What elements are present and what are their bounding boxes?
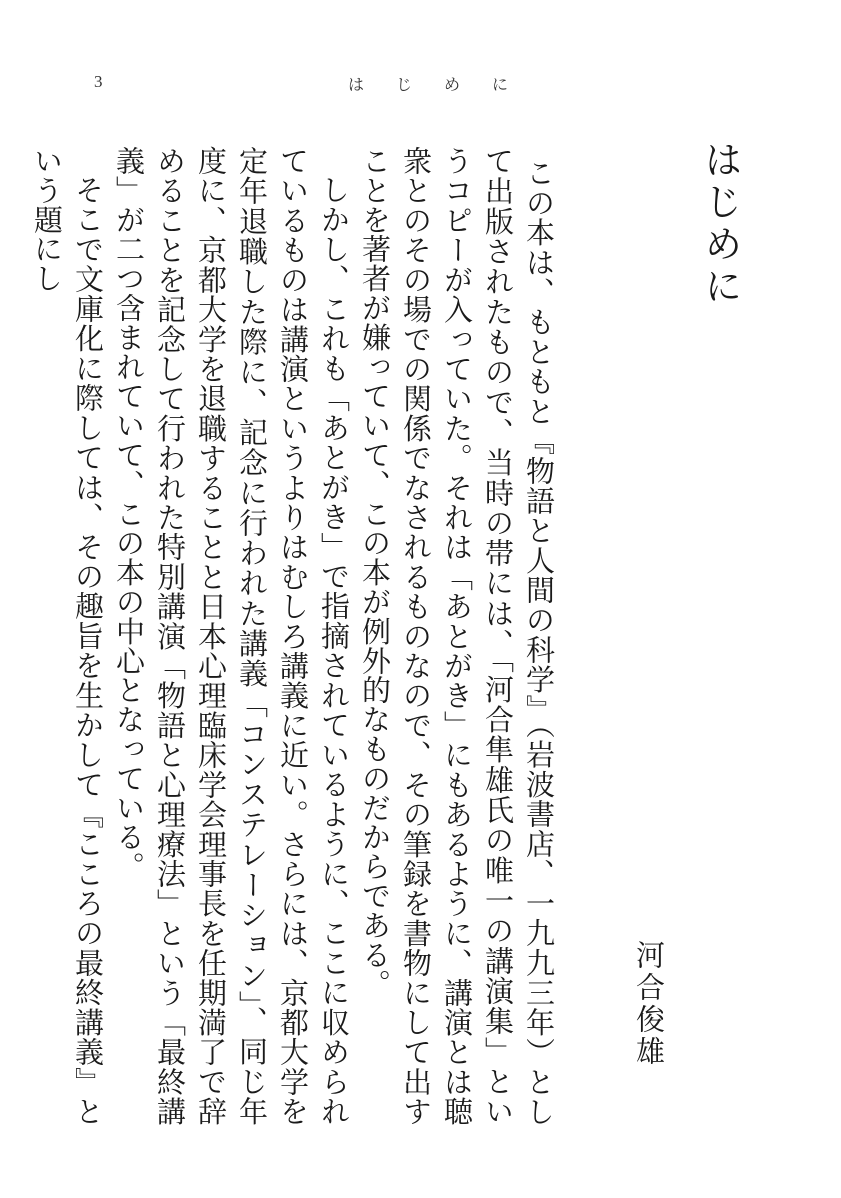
chapter-title: はじめに (698, 140, 742, 308)
running-head-char: は (348, 75, 365, 94)
running-head-char: に (491, 75, 508, 94)
body-text (26, 146, 559, 1126)
running-head-char: め (443, 75, 460, 94)
paragraph: そこで文庫化に際しては、その趣旨を生かして『こころの最終講義』という題にし (30, 146, 105, 1126)
paragraph: しかし、これも「あとがき」で指摘されているように、ここに収められているものは講演というよりはむしろ講義に近い。さらには、京都大学を定年退職した際に、記念に行われた講義「コンステレーション」、同じ年度に、京都大学を退職することと日本心理臨床学会理事長を任期満了で辞めることを記念して行われた特別講演「物語と心理療法」という「最終講義」が二つ含まれていて、この本の中心となっている。 (112, 146, 351, 1126)
paragraph: この本は、もともと『物語と人間の科学』（岩波書店、一九九三年）として出版されたもので、当時の帯には、「河合隼雄氏の唯一の講演集」というコピーが入っていた。それは「あとがき」にもあるように、講演とは聴衆とのその場での関係でなされるものなので、その筆録を書物にして出すことを著者が嫌っていて、この本が例外的なものだからである。 (358, 146, 556, 1126)
page-number: 3 (94, 72, 103, 91)
chapter-author: 河合俊雄 (632, 940, 666, 1068)
running-head (348, 72, 508, 95)
running-head-char: じ (395, 75, 412, 94)
